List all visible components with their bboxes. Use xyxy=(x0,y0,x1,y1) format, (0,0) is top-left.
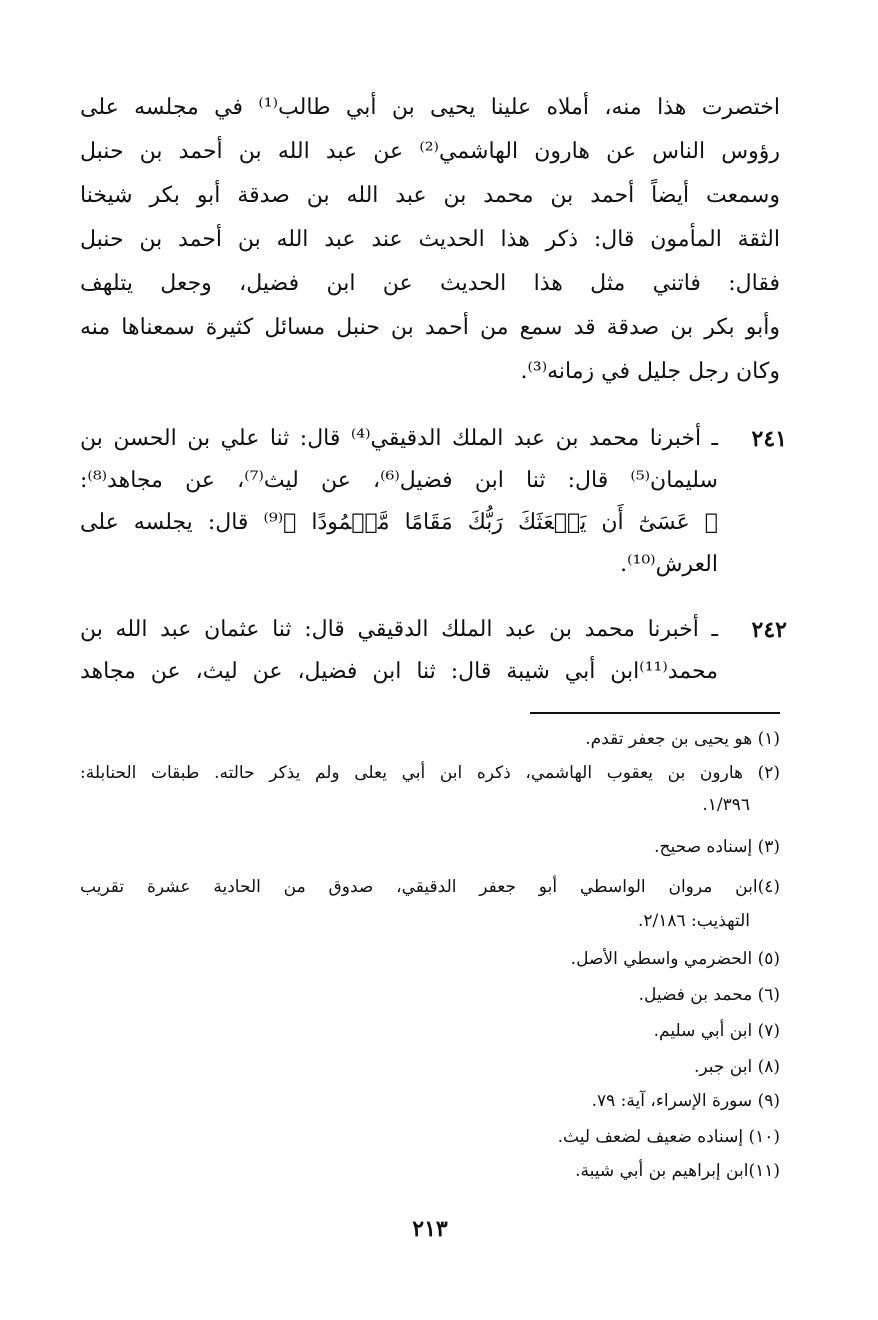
text-line: فقال: فاتني مثل هذا الحديث عن ابن فضيل، وجعل يتلهف xyxy=(80,271,780,296)
text-line: محمد⁽¹¹⁾ابن أبي شيبة قال: ثنا ابن فضيل، عن ليث، عن مجاهد xyxy=(80,659,718,684)
text-line: وكان رجل جليل في زمانه⁽³⁾. xyxy=(520,359,780,384)
page-number: ٢١٣ xyxy=(412,1216,448,1242)
text-line: اختصرت هذا منه، أملاه علينا يحيى بن أبي طالب⁽¹⁾ في مجلسه على xyxy=(80,95,780,120)
footnote: (٦) محمد بن فضيل. xyxy=(638,985,780,1005)
footnote-separator xyxy=(530,712,780,714)
text-line: وسمعت أيضاً أحمد بن محمد بن عبد الله بن صدقة أبو بكر شيخنا xyxy=(80,183,780,208)
footnote: (٨) ابن جبر. xyxy=(693,1057,780,1077)
footnote: (٢) هارون بن يعقوب الهاشمي، ذكره ابن أبي يعلى ولم يذكر حالته. طبقات الحنابلة: xyxy=(80,763,780,783)
text-line: سليمان⁽⁵⁾ قال: ثنا ابن فضيل⁽⁶⁾، عن ليث⁽⁷⁾، عن مجاهد⁽⁸⁾: xyxy=(80,468,718,493)
footnote: (٧) ابن أبي سليم. xyxy=(653,1021,780,1041)
footnote-continuation: ١/٣٩٦. xyxy=(702,795,750,815)
entry-number: ٢٤١ xyxy=(751,426,787,452)
footnote: (٩) سورة الإسراء، آية: ٧٩. xyxy=(591,1091,780,1111)
footnote: (٥) الحضرمي واسطي الأصل. xyxy=(570,949,780,969)
quran-verse-line: ﴿ عَسَىٰٓ أَن يَبۡعَثَكَ رَبُّكَ مَقَامًا مَّحۡمُودًا ﴾⁽⁹⁾ قال: يجلسه على xyxy=(80,510,718,535)
footnote: (١١)ابن إبراهيم بن أبي شيبة. xyxy=(575,1161,780,1181)
text-line: رؤوس الناس عن هارون الهاشمي⁽²⁾ عن عبد الله بن أحمد بن حنبل xyxy=(80,139,780,164)
text-line: وأبو بكر بن صدقة قد سمع من أحمد بن حنبل مسائل كثيرة سمعناها منه xyxy=(80,315,780,340)
text-line: العرش⁽¹⁰⁾. xyxy=(620,552,718,577)
text-line: ـ أخبرنا محمد بن عبد الملك الدقيقي قال: ثنا عثمان عبد الله بن xyxy=(80,617,718,642)
footnote: (١٠) إسناده ضعيف لضعف ليث. xyxy=(557,1127,780,1147)
text-line: الثقة المأمون قال: ذكر هذا الحديث عند عبد الله بن أحمد بن حنبل xyxy=(80,227,780,252)
footnote: (٣) إسناده صحيح. xyxy=(654,837,780,857)
book-page xyxy=(80,88,787,1288)
text-line: ـ أخبرنا محمد بن عبد الملك الدقيقي⁽⁴⁾ قال: ثنا علي بن الحسن بن xyxy=(80,426,718,451)
footnote: (١) هو يحيى بن جعفر تقدم. xyxy=(585,729,780,749)
entry-number: ٢٤٢ xyxy=(751,617,787,643)
footnote: (٤)ابن مروان الواسطي أبو جعفر الدقيقي، صدوق من الحادية عشرة تقريب xyxy=(80,877,780,897)
footnote-continuation: التهذيب: ٢/١٨٦. xyxy=(637,911,750,931)
